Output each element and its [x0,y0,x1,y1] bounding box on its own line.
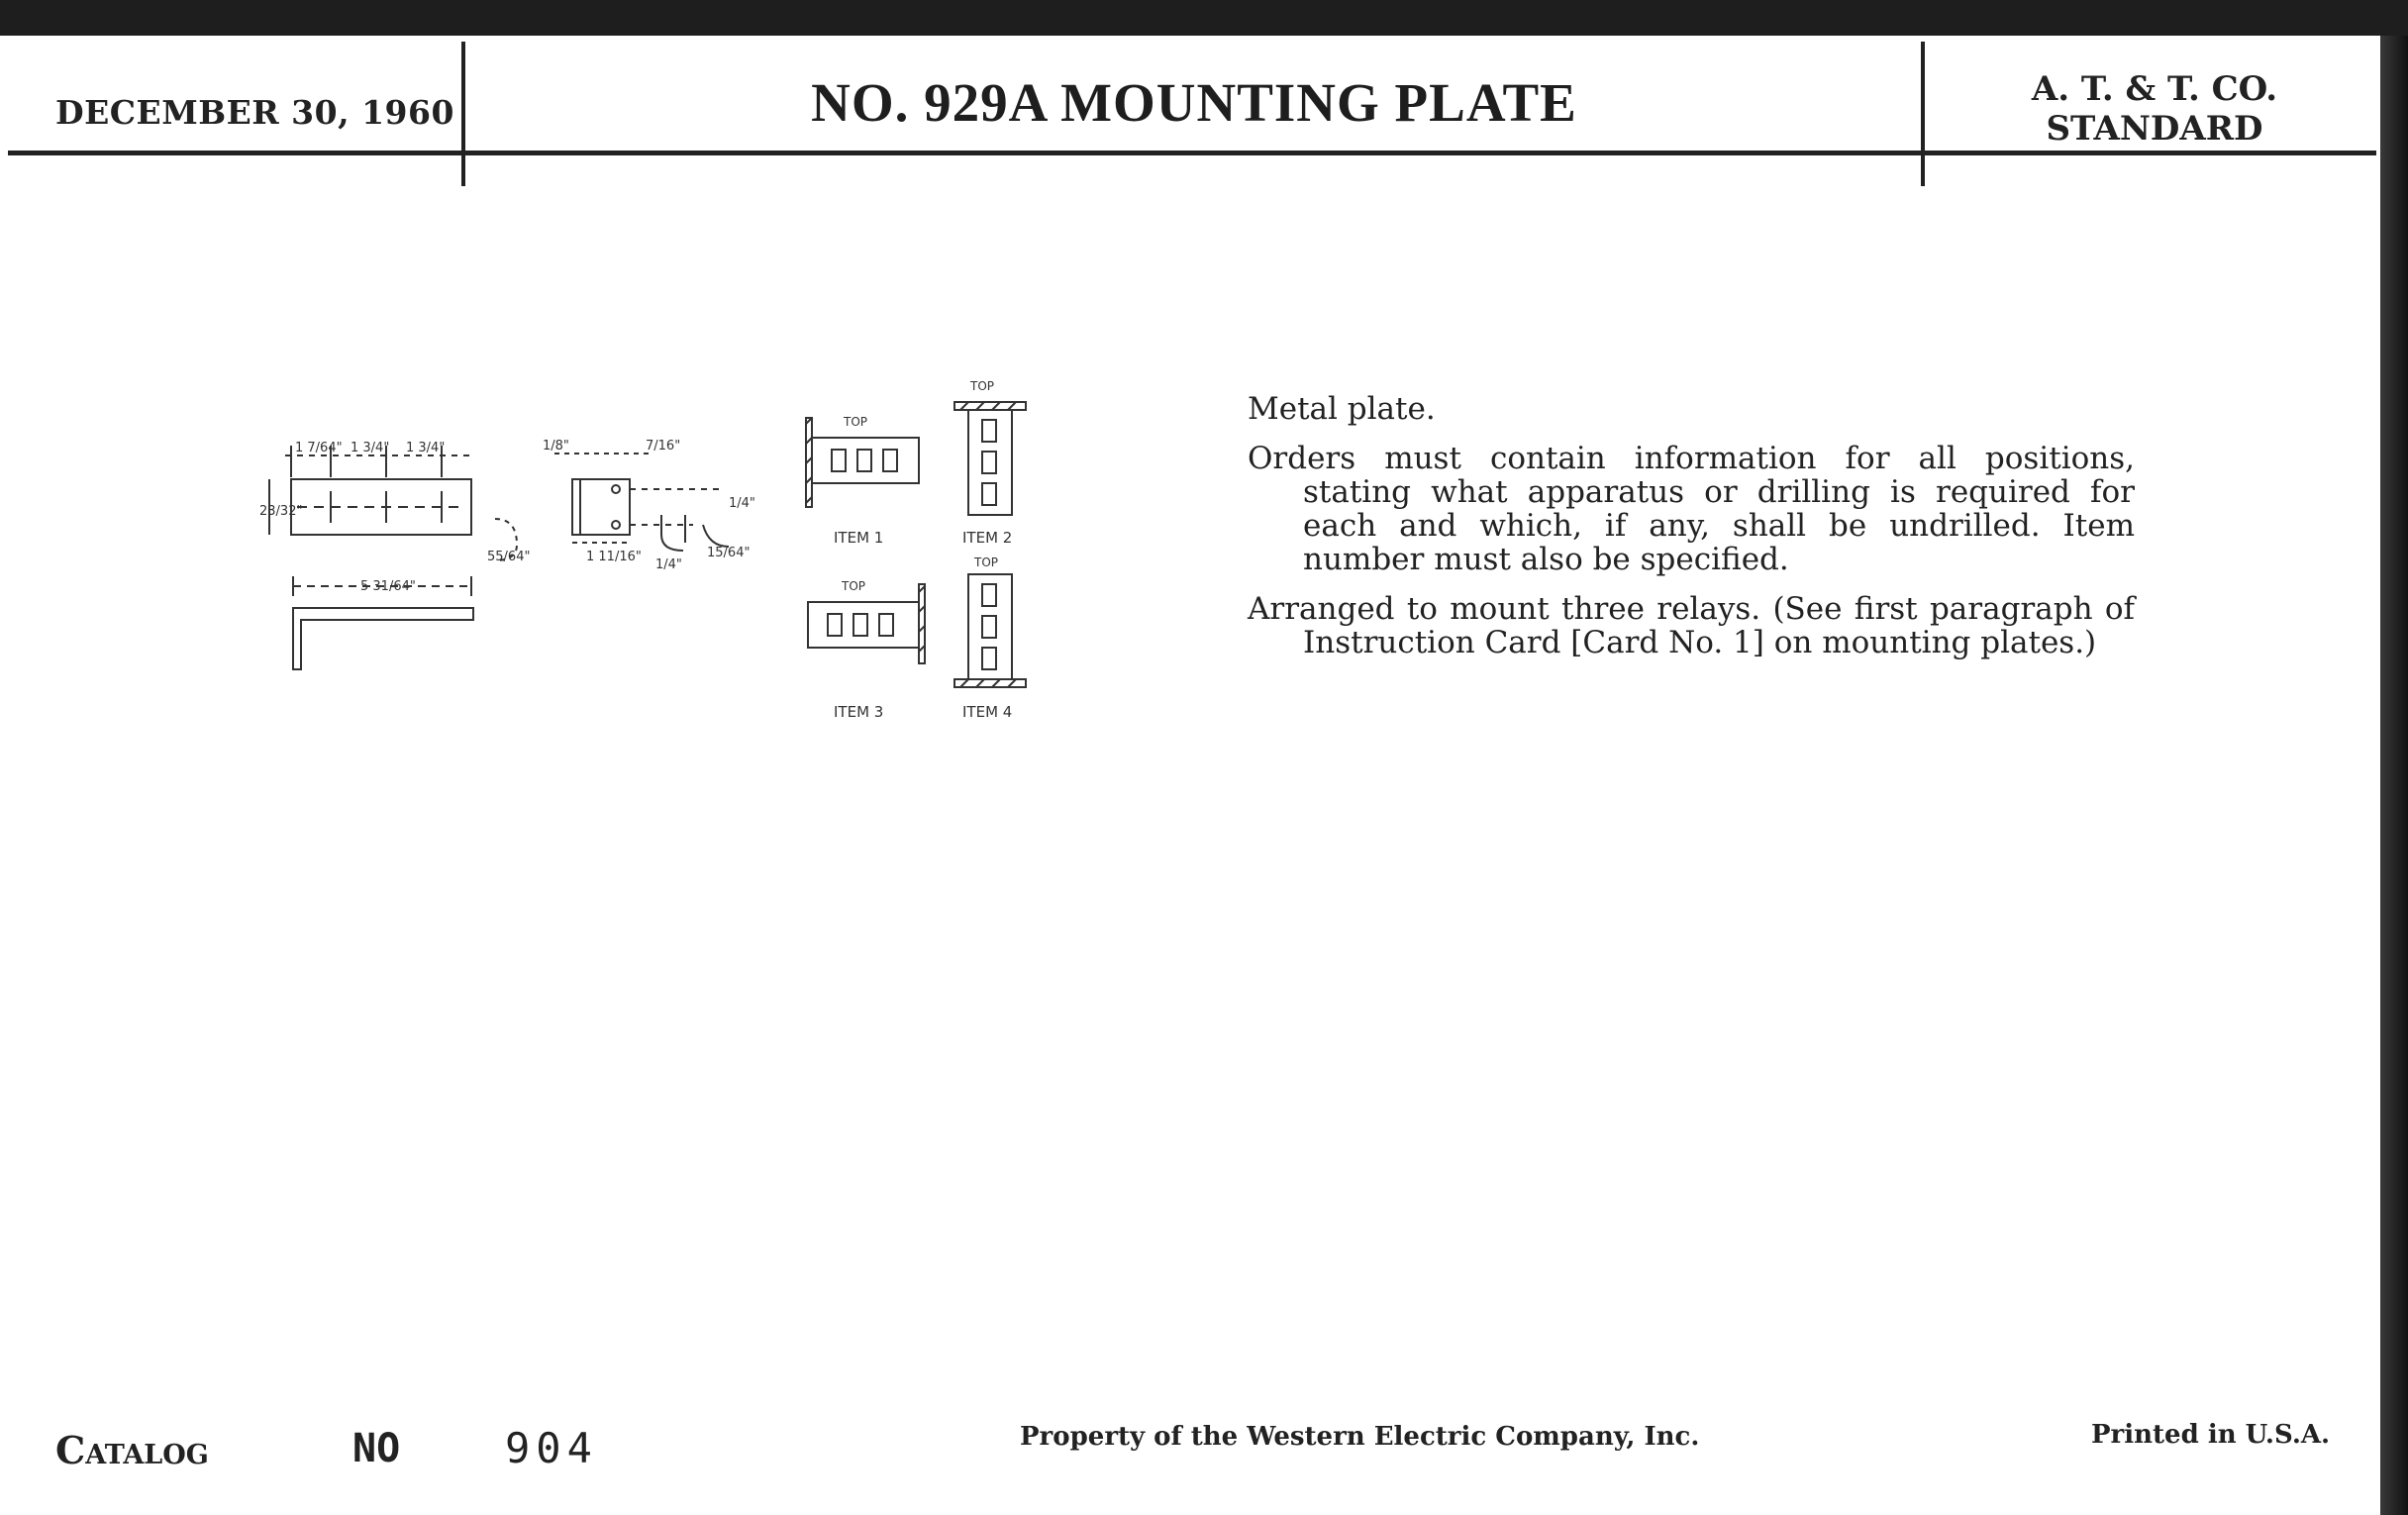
item3-label: ITEM 3 [834,703,884,721]
dim-side-top-2: 7/16" [646,439,681,454]
angle-profile [293,608,473,669]
side-hole-lower [612,521,620,529]
mounting-plate-drawing [0,0,1089,753]
printed-notice: Printed in U.S.A. [2091,1420,2331,1450]
item2-relay-slot-3 [982,483,996,505]
item1-top-label: TOP [844,415,868,429]
dim-offset: 55/64" [487,550,531,564]
item4-relay-slot-2 [982,616,996,638]
side-curve-dim-2 [703,525,729,547]
item1-relay-slot-2 [857,450,871,471]
item1-relay-slot-3 [883,450,897,471]
catalog-label: Catalog [55,1428,209,1472]
page-title: NO. 929A MOUNTING PLATE [811,72,1577,133]
item2-relay-slot-2 [982,452,996,473]
dim-top-3: 1 3/4" [406,441,446,455]
standard-line-2: STANDARD [2046,109,2263,149]
item4-relay-slot-3 [982,648,996,669]
header-date: DECEMBER 30, 1960 [55,93,454,132]
item2-relay-slot-1 [982,420,996,442]
item3-relay-slot-3 [879,614,893,636]
dim-side-hole-3: 15/64" [707,546,751,560]
dim-side-hole-1: 1/4" [729,496,755,511]
description [1248,392,2135,675]
dim-side-hole-2: 1/4" [655,557,682,572]
description-para-3: Arranged to mount three relays. (See first paragraph of Instruction Card [Card No. 1] on mounting plates.) [1248,591,2135,660]
item3-plate [808,602,919,648]
item1-relay-slot-1 [832,450,846,471]
dim-side-top-1: 1/8" [543,439,569,454]
dim-top-1: 1 7/64" [295,441,343,455]
dim-side-width: 1 11/16" [586,550,642,564]
standard-mark [1927,69,2380,149]
item4-relay-slot-1 [982,584,996,606]
side-hole-upper [612,485,620,493]
item4-label: ITEM 4 [962,703,1013,721]
item3-relay-slot-2 [853,614,867,636]
dim-top-2: 1 3/4" [351,441,390,455]
item2-label: ITEM 2 [962,529,1013,547]
catalog-number: 904 [505,1424,598,1472]
property-notice: Property of the Western Electric Company, Inc. [1020,1422,1700,1452]
item1-plate [812,438,919,483]
item4-plate [968,574,1012,679]
item4-top-label: TOP [974,556,999,569]
card-edge-shadow [2380,36,2408,1515]
header-divider-right [1921,42,1925,186]
description-para-2: Orders must contain information for all positions, stating what apparatus or drilling is required for each and which, if any, shall be undrilled. Item number must also be specified. [1248,441,2135,577]
catalog-number-label: NO [352,1426,401,1471]
dim-length: 5 31/64" [360,579,416,594]
side-curve-dim-1 [661,535,683,551]
standard-line-1: A. T. & T. CO. [2031,69,2278,109]
item2-plate [968,410,1012,515]
item3-relay-slot-1 [828,614,842,636]
description-para-1: Metal plate. [1248,391,1436,427]
item2-top-label: TOP [970,379,995,393]
item1-label: ITEM 1 [834,529,884,547]
item3-top-label: TOP [842,579,866,593]
dim-height: 23/32" [259,504,303,519]
